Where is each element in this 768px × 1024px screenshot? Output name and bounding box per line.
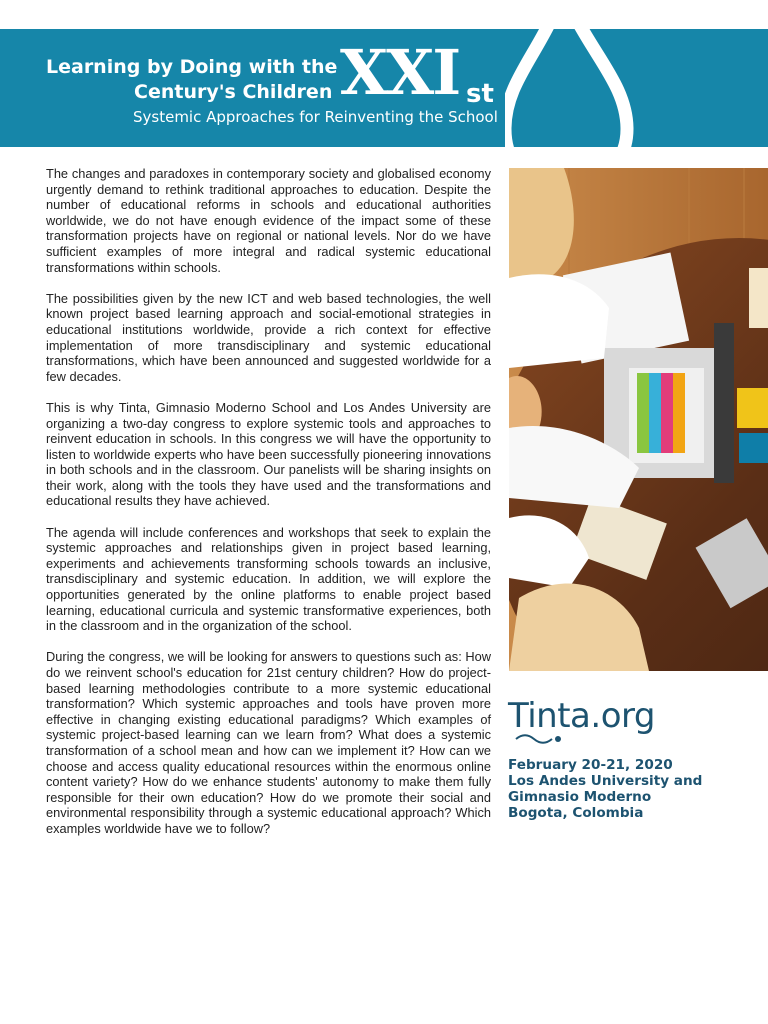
- wave-icon: [514, 732, 564, 746]
- paragraph: This is why Tinta, Gimnasio Moderno School and Los Andes University are organizing a two-day congress to explore systemic tools and approaches to reinvent education in schools. In this congress we will have the opportunity to listen to worldwide experts who have been successfully pioneering innovations in both schools and in the classroom. Our panelists will be sharing insights on their work, along with the tools they have used and the transformations and educational results they have achieved.: [46, 399, 491, 509]
- paragraph: The possibilities given by the new ICT and web based technologies, the well known project based learning approach and social-emotional strategies in educational institutions worldwide, provide a rich context for effective implementation of more transdisciplinary and systemic educational transformations, which have been announced and suggested worldwide for a few decades.: [46, 290, 491, 384]
- paragraph: The agenda will include conferences and workshops that seek to explain the systemic approaches and relationships given in project based learning, experiments and achievements transforming schools towards an inclusive, transdisciplinary and systemic education. In addition, we will explore the opportunities generated by the online platforms to enable project based learning, educational curricula and systemic transformative experiences, both in the classroom and in the organization of the school.: [46, 524, 491, 634]
- tinta-logo: [508, 692, 668, 748]
- water-drop-icon: [505, 29, 635, 147]
- logo-text: Tinta.org: [508, 696, 655, 736]
- children-with-laptops-photo: [509, 168, 768, 671]
- event-details: [508, 757, 702, 821]
- header-banner: [0, 29, 768, 147]
- page-subtitle: Systemic Approaches for Reinventing the School: [133, 108, 498, 126]
- title-numeral: XXI: [340, 36, 460, 109]
- page-title-line1: Learning by Doing with the: [46, 56, 338, 78]
- paragraph: During the congress, we will be looking for answers to questions such as: How do we reinvent school's education for 21st century children? How do project-based learning methodologies contribute to a more systemic educational transformation? Which systemic approaches and tools have proven more effective in changing existing educational paradigms? Which examples of systemic project-based learning can we learn from? What does a systemic transformation of a school mean and how can we implement it? How can we choose and access quality educational resources within the enormous online content variety? How do we enhance students' autonomy to make them fully responsible for their own education? How do we promote their social and environmental responsibility through a systemic educational approach? Which examples worldwide have we to follow?: [46, 649, 491, 836]
- event-dates: February 20-21, 2020: [508, 757, 673, 773]
- event-city: Bogota, Colombia: [508, 805, 644, 821]
- event-venue-line1: Los Andes University and: [508, 773, 703, 789]
- title-suffix: st: [466, 79, 494, 109]
- paragraph: The changes and paradoxes in contemporary society and globalised economy urgently demand to rethink traditional approaches to education. Despite the number of educational reforms in schools and educational authorities worldwide, we do not have enough evidence of the impact some of these transformation projects have on regional or national levels. Nor do we have sufficient examples of more integral and radical systemic educational transformations within schools.: [46, 166, 491, 275]
- event-venue-line2: Gimnasio Moderno: [508, 789, 652, 805]
- page-title-line2: Century's Children: [134, 81, 333, 103]
- article-body: [46, 166, 491, 852]
